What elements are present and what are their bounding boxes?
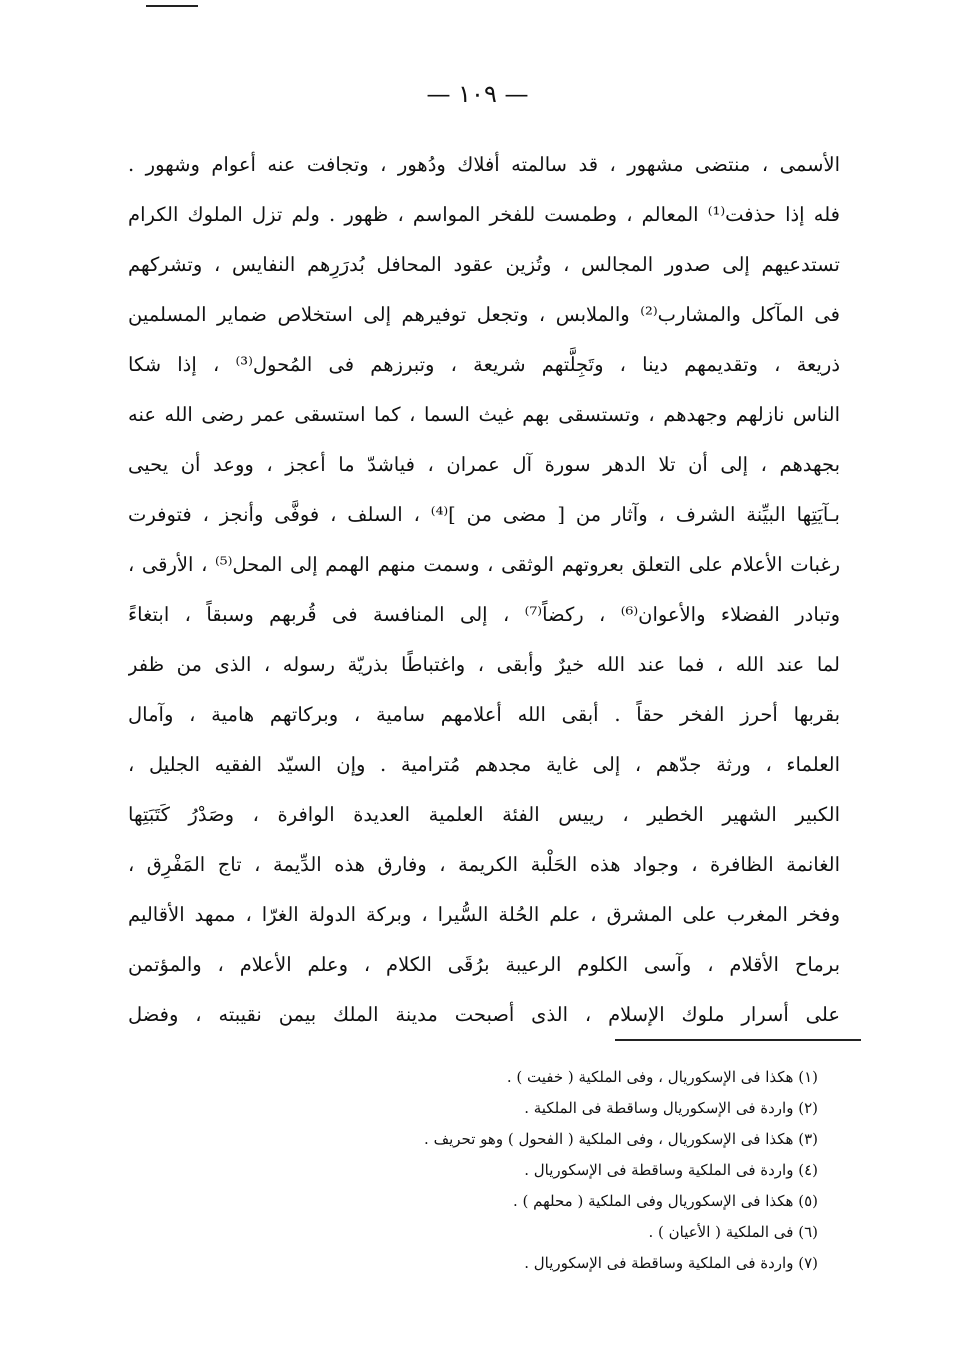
- text-line: تستدعيهم إلى صدور المجالس ، وتُزين عقود المحافل بُدرَرِهم النفايس ، وتشركهم: [128, 253, 840, 276]
- text-line: فله إذا حذفت⁽¹⁾ المعالم ، وطمست للفخر المواسم ، ظهور . ولم تزل الملوك الكرام: [128, 203, 840, 226]
- text-line: وفخر المغرب على المشرق ، علم الحُلة السُّيرا ، وبركة الدولة الغرّا ، ممهد الأقاليم: [128, 903, 840, 926]
- footnote: (٧) واردة فى الملكية وساقطة فى الإسكوريال .: [524, 1254, 818, 1272]
- text-line: الناس نازلهم وجهدهم ، وتستسقى بهم غيث السما ، كما استسقى عمر رضى الله عنه: [128, 403, 840, 426]
- text-line: رغبات الأعلام على التعلق بعروتهم الوثقى ، وسمت منهم الهمم إلى المحل⁽⁵⁾ ، الأرقى ،: [128, 553, 840, 576]
- footnote: (٣) هكذا فى الإسكوريال ، وفى الملكية ( الفحول ) وهو تحريف .: [424, 1130, 818, 1148]
- footnote-separator: [615, 1039, 861, 1041]
- footnote: (١) هكذا فى الإسكوريال ، وفى الملكية ( خفيت ) .: [506, 1068, 818, 1086]
- text-line: بقربها أحرز الفخر حقاً . أبقى الله أعلامهم سامية ، وبركاتهم هامية ، وآمال: [128, 703, 840, 726]
- footnote: (٥) هكذا فى الإسكوريال وفى الملكية ( محلهم ) .: [512, 1192, 818, 1210]
- page-number: — ١٠٩ —: [426, 80, 529, 108]
- body-text: [128, 140, 840, 1040]
- text-line: بجهدهم ، إلى أن تلا الدهر سورة آل عمران ، فياشدّ ما أعجز ، ووعد أن يحيى: [128, 453, 840, 476]
- text-line: ذريعة ، وتقديمهم دينا ، وتَجِلَّتهم شريعة ، وتبرزهم فى المُحول⁽³⁾ ، إذا شكا: [128, 353, 840, 376]
- footnote: (٢) واردة فى الإسكوريال وساقطة فى الملكية .: [524, 1099, 818, 1117]
- footnote: (٦) فى الملكية ( الأعيان ) .: [648, 1223, 818, 1241]
- text-line: وتبادر الفضلاء والأعوان⁽⁶⁾ ، ركضاً⁽⁷⁾ ، إلى المنافسة فى قُربهم وسبقاً ، ابتغاءً: [128, 603, 840, 626]
- footnote: (٤) واردة فى الملكية وساقطة فى الإسكوريال .: [524, 1161, 818, 1179]
- top-mark: [146, 5, 198, 7]
- footnotes: [250, 1062, 818, 1279]
- text-line: لما عند الله ، فما عند الله خيرٌ وأبقى ، واغتباطًا بذريّة رسوله ، الذى من ظفر: [128, 653, 840, 676]
- text-line: العلماء ، ورثة جدّهم ، إلى غاية مجدهم مُترامية . وإن السيّد الفقيه الجليل ،: [128, 753, 840, 776]
- text-line: برماح الأقلام ، وآسى الكلوم الرعيبة برُقَى الكلام ، وعلم الأعلام ، والمؤتمن: [128, 953, 840, 976]
- text-line: الغانمة الظافرة ، وجواد هذه الحَلْبة الكريمة ، وفارق هذه الدِّيمة ، تاج المَفْرِق ،: [128, 853, 840, 876]
- text-line: على أسرار ملوك الإسلام ، الذى أصبحت مدينة الملك بيمن نقيبته ، وفضل: [128, 1003, 840, 1026]
- text-line: الكبير الشهير الخطير ، رييس الفئة العلمية العديدة الوافرة ، وصَدْرُ كَتَبَتِها: [128, 803, 840, 826]
- text-line: بـآيَتِها البيِّنة الشرف ، وآثار من [ مضى من ]⁽⁴⁾ ، السلف ، فوفَّى وأنجز ، فتوفرت: [128, 503, 840, 526]
- text-line: فى المآكل والمشارب⁽²⁾ والملابس ، وتجعل توفيرهم إلى استخلاص ضماير المسلمين: [128, 303, 840, 326]
- text-line: الأسمى ، منتضى مشهور ، قد سالمته أفلاك ودُهور ، وتجافت عنه أعوام وشهور .: [128, 153, 840, 176]
